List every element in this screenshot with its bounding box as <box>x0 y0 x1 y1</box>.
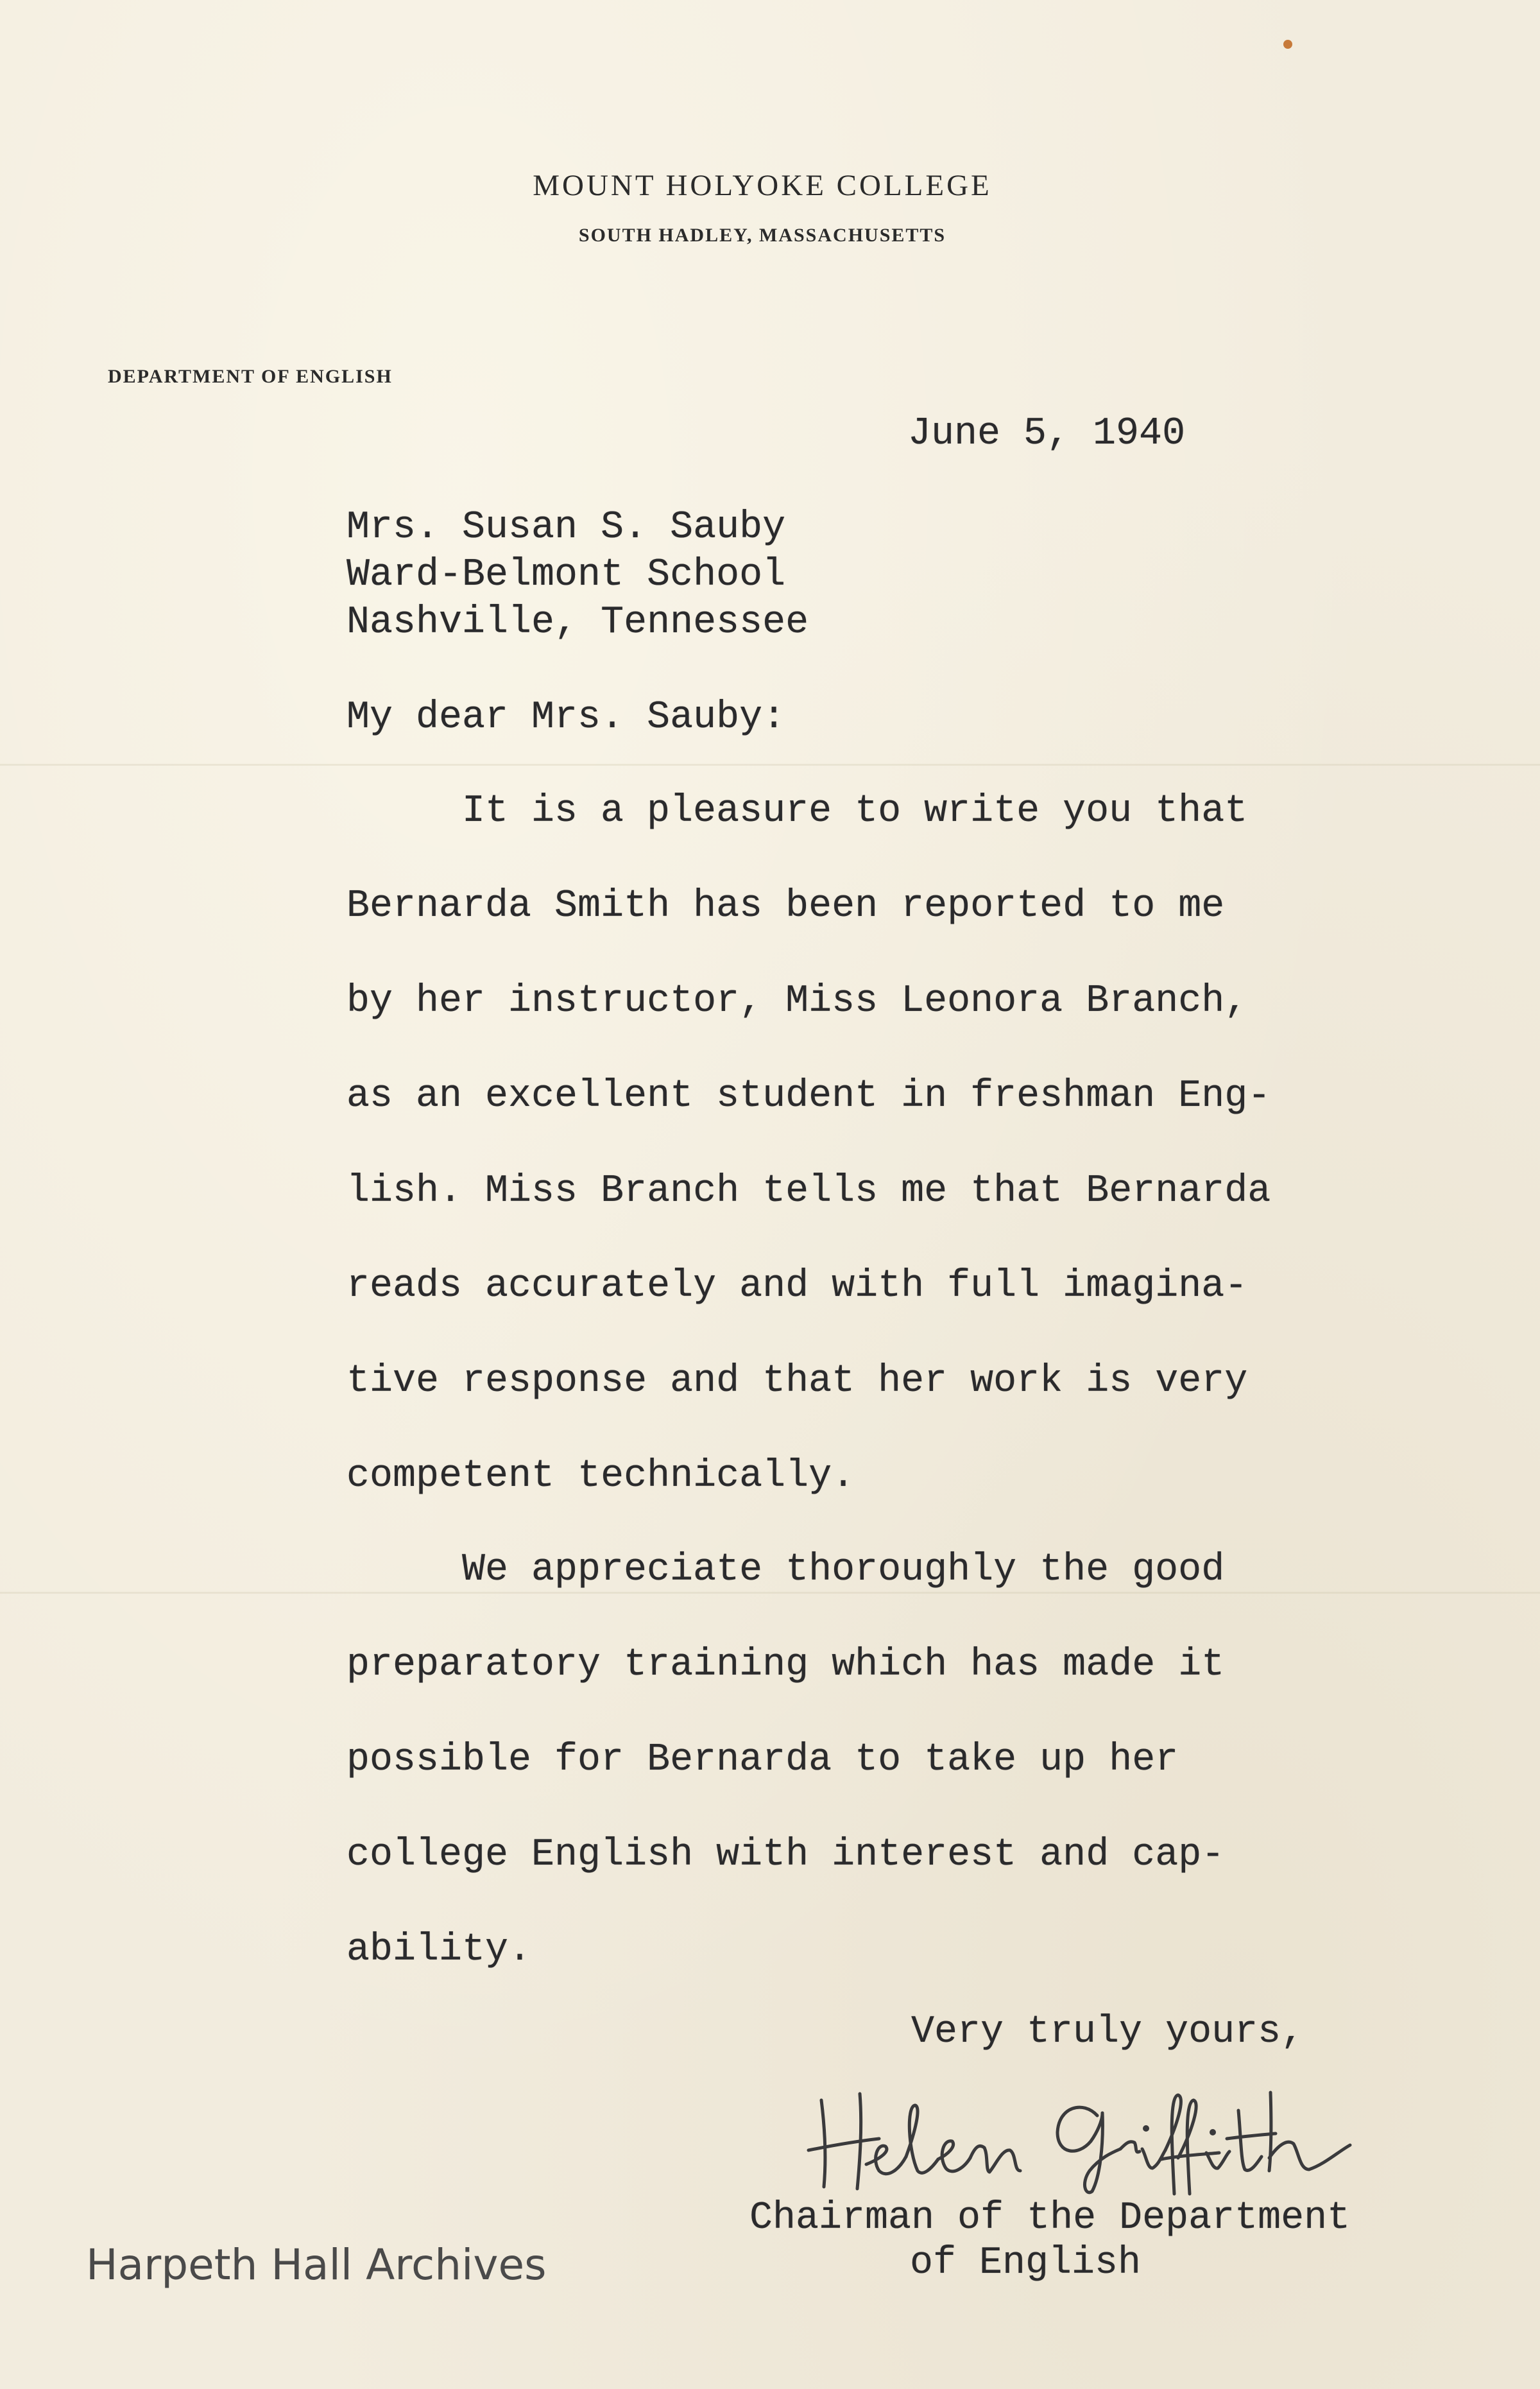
body-line: Bernarda Smith has been reported to me <box>346 884 1225 928</box>
closing: Very truly yours, <box>911 2010 1305 2054</box>
letter-date: June 5, 1940 <box>908 412 1186 456</box>
paper-stain <box>1283 40 1292 49</box>
body-line: competent technically. <box>346 1454 855 1498</box>
body-line: It is a pleasure to write you that <box>462 789 1248 833</box>
letterhead-institution: MOUNT HOLYOKE COLLEGE <box>533 169 992 202</box>
signer-title-line: Chairman of the Department <box>749 2196 1351 2240</box>
paper-fold-line <box>0 764 1540 766</box>
body-line: preparatory training which has made it <box>346 1643 1225 1687</box>
letterhead-department: DEPARTMENT OF ENGLISH <box>108 366 393 387</box>
address-line: Mrs. Susan S. Sauby <box>346 506 786 549</box>
body-line: reads accurately and with full imagina- <box>346 1264 1248 1308</box>
body-line: We appreciate thoroughly the good <box>462 1548 1225 1592</box>
handwritten-signature <box>796 2074 1373 2196</box>
body-line: tive response and that her work is very <box>346 1359 1248 1403</box>
address-line: Nashville, Tennessee <box>346 601 809 644</box>
address-line: Ward-Belmont School <box>346 553 786 597</box>
body-line: possible for Bernarda to take up her <box>346 1738 1179 1782</box>
letterhead-location: SOUTH HADLEY, MASSACHUSETTS <box>578 225 946 246</box>
body-line: college English with interest and cap- <box>346 1833 1225 1877</box>
archives-watermark: Harpeth Hall Archives <box>86 2240 547 2290</box>
body-line: lish. Miss Branch tells me that Bernarda <box>346 1169 1271 1213</box>
paper-fold-line <box>0 1592 1540 1594</box>
body-line: as an excellent student in freshman Eng- <box>346 1074 1271 1118</box>
salutation: My dear Mrs. Sauby: <box>346 696 786 739</box>
signer-title-line: of English <box>910 2241 1142 2285</box>
body-line: by her instructor, Miss Leonora Branch, <box>346 979 1248 1023</box>
body-line: ability. <box>346 1928 532 1972</box>
